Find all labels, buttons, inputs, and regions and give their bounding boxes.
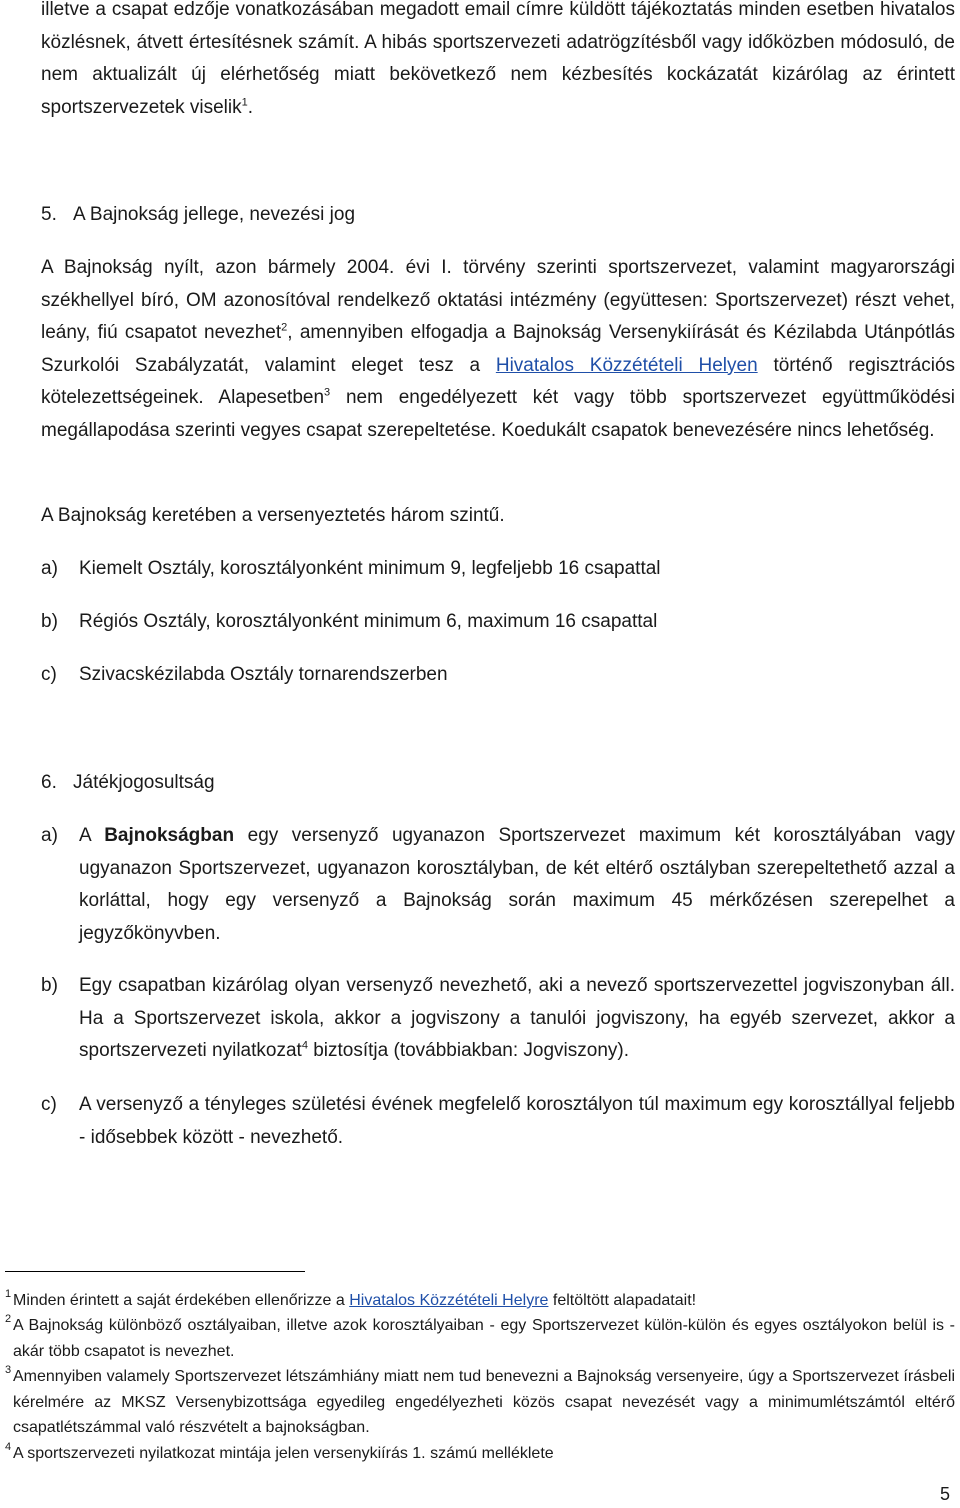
list-text: A Bajnokságban egy versenyző ugyanazon Sportszervezet maximum két korosztályában vagy ugyanazon Sportszervezet, ugyanazon korosztályban, de két eltérő osztályban szerepeltethető azzal a korláttal, hogy egy versenyző a Bajnokság során maximum 45 mérkőzésen szerepelhet a jegyzőkönyvben.: [79, 825, 956, 944]
list-item: [41, 553, 955, 586]
list-label: a): [41, 558, 58, 579]
official-publication-link[interactable]: Hivatalos Közzétételi Helyen: [495, 354, 758, 376]
footnote-3: 3 Amennyiben valamely Sportszervezet létszámhiány miatt nem tud benevezni a Bajnokság versenyeire, úgy a Sportszervezet írásbeli kérelmére az MKSZ Versenybizottsága egyedileg engedélyezheti közös csapat nevezését vagy a minimumlétszámtól eltérő csapatlétszámmal való részvételt a bajnokságban.: [13, 1364, 955, 1441]
page-number: 5: [940, 1484, 951, 1504]
section-number: 6.: [41, 772, 57, 793]
section-5-paragraph: A Bajnokság nyílt, azon bármely 2004. évi I. törvény szerinti sportszervezet, valamint magyarországi székhellyel bíró, OM azonosítóval rendelkező oktatási intézmény (együttesen: Sportszervezet) részt vehet, leány, fiú csapatot nevezhet$^2$, amennyiben elfogadja a Bajnokság Versenykiírását és Kézilabda Utánpótlás Szurkolói Szabályzatát, valamint eleget tesz a Hivatalos Közzétételi Helyen történő regisztrációs kötelezettségeinek. Alapesetben$^3$ nem engedélyezett két vagy több sportszervezet együttműködési megállapodása szerinti vegyes csapat szerepeltetése. Koedukált csapatok benevezésére nincs lehetőség.: [41, 257, 956, 441]
section-number: 5.: [41, 204, 57, 225]
list-label: b): [41, 975, 58, 996]
list-text: A versenyző a tényleges születési évének megfelelő korosztályon túl maximum egy korosztállyal feljebb - idősebbek között - nevezhető.: [79, 1094, 955, 1148]
footnote-4: 4 A sportszervezeti nyilatkozat mintája jelen versenykiírás 1. számú melléklete: [13, 1441, 955, 1467]
footnote-2: 2 A Bajnokság különböző osztályaiban, illetve azok korosztályaiban - egy Sportszervezet külön-külön és egyes osztályokon belül is - akár több csapatot is nevezhet.: [13, 1313, 955, 1364]
section-5-heading: [41, 199, 355, 231]
eligibility-item-c: [41, 1089, 955, 1154]
section-6-heading: [41, 767, 215, 799]
list-label: b): [41, 611, 58, 632]
official-publication-link[interactable]: Hivatalos Közzétételi Helyre: [349, 1292, 549, 1309]
eligibility-item-b: [41, 970, 955, 1068]
eligibility-item-a: [41, 820, 955, 950]
list-text: Kiemelt Osztály, korosztályonként minimum 9, legfeljebb 16 csapattal: [79, 558, 661, 579]
footnote-number: 3: [5, 1364, 12, 1376]
list-item: [41, 659, 955, 692]
list-label: c): [41, 664, 57, 685]
list-label: c): [41, 1094, 57, 1115]
levels-intro: A Bajnokság keretében a versenyeztetés három szintű.: [41, 505, 505, 526]
list-text: Régiós Osztály, korosztályonként minimum 6, maximum 16 csapattal: [79, 611, 658, 632]
footnote-ref-4[interactable]: 4: [301, 1039, 308, 1052]
footnote-number: 1: [5, 1288, 12, 1300]
list-label: a): [41, 825, 58, 846]
footnote-number: 2: [5, 1313, 12, 1325]
footnote-ref-1[interactable]: 1: [241, 96, 248, 109]
section-title: Játékjogosultság: [73, 772, 215, 793]
list-text: Szivacskézilabda Osztály tornarendszerben: [79, 664, 448, 685]
footnote-number: 4: [5, 1441, 12, 1453]
intro-paragraph: illetve a csapat edzője vonatkozásában megadott email címre küldött tájékoztatás minden esetben hivatalos közlésnek, átvett értesítésnek számít. A hibás sportszervezeti adatrögzítésből vagy időközben módosuló, de nem aktualizált új elérhetőség miatt bekövetkező nem kézbesítés kockázatát kizárólag az érintett sportszervezetek viselik$^1$.: [41, 0, 955, 118]
list-item: [41, 606, 955, 639]
section-title: A Bajnokság jellege, nevezési jog: [73, 204, 356, 225]
footnote-separator: [5, 1271, 305, 1272]
list-text: Egy csapatban kizárólag olyan versenyző nevezhető, aki a nevező sportszervezettel jogviszonyban áll. Ha a Sportszervezet iskola, akkor a jogviszony a tanulói jogviszony, ha egyéb szervezet, akkor a sportszervezeti nyilatkozat$^4$ biztosítja (továbbiakban: Jogviszony).: [79, 975, 955, 1061]
footnote-ref-2[interactable]: 2: [281, 321, 288, 334]
footnote-1: 1 Minden érintett a saját érdekében ellenőrizze a Hivatalos Közzétételi Helyre feltöltött alapadatait!: [13, 1288, 955, 1314]
footnote-ref-3[interactable]: 3: [324, 386, 331, 399]
